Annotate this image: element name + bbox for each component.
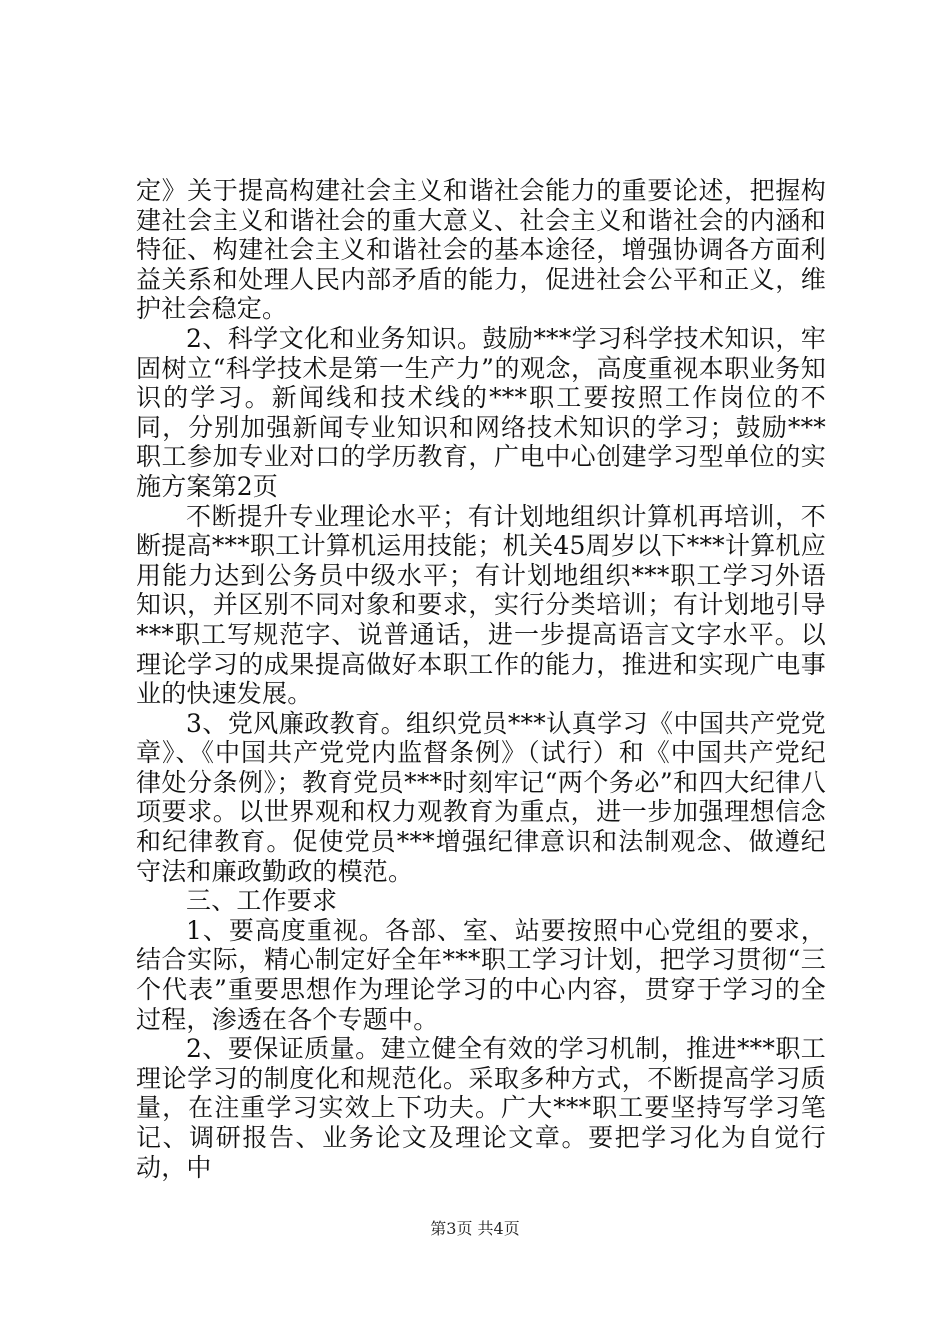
document-body: [136, 176, 826, 1182]
page-number-label: 第3页 共4页: [430, 1219, 520, 1238]
section-heading-work-requirements: 三、工作要求: [186, 886, 338, 916]
paragraph-high-attention: 1、要高度重视。各部、室、站要按照中心党组的要求，结合实际，精心制定好全年***职工学习计划，把学习贯彻“三个代表”重要思想作为理论学习的中心内容，贯穿于学习的全过程，渗透在各个专题中。: [136, 915, 826, 1034]
page-footer: [0, 1216, 950, 1239]
paragraph-intro-continuation: 定》关于提高构建社会主义和谐社会能力的重要论述，把握构建社会主义和谐社会的重大意义、社会主义和谐社会的内涵和特征、构建社会主义和谐社会的基本途径，增强协调各方面利益关系和处理人民内部矛盾的能力，促进社会公平和正义，维护社会稳定。: [136, 176, 826, 324]
paragraph-professional-theory: 不断提升专业理论水平；有计划地组织计算机再培训，不断提高***职工计算机运用技能；机关45周岁以下***计算机应用能力达到公务员中级水平；有计划地组织***职工学习外语知识，并区别不同对象和要求，实行分类培训；有计划地引导***职工写规范字、说普通话，进一步提高语言文字水平。以理论学习的成果提高做好本职工作的能力，推进和实现广电事业的快速发展。: [136, 501, 826, 709]
paragraph-party-discipline: 3、党风廉政教育。组织党员***认真学习《中国共产党党章》、《中国共产党党内监督条例》（试行）和《中国共产党纪律处分条例》；教育党员***时刻牢记“两个务必”和四大纪律八项要求。以世界观和权力观教育为重点，进一步加强理想信念和纪律教育。促使党员***增强纪律意识和法制观念、做遵纪守法和廉政勤政的模范。: [136, 708, 826, 886]
paragraph-ensure-quality: 2、要保证质量。建立健全有效的学习机制，推进***职工理论学习的制度化和规范化。采取多种方式，不断提高学习质量，在注重学习实效上下功夫。广大***职工要坚持写学习笔记、调研报告、业务论文及理论文章。要把学习化为自觉行动，中: [136, 1034, 826, 1182]
paragraph-science-culture: 2、科学文化和业务知识。鼓励***学习科学技术知识，牢固树立“科学技术是第一生产力”的观念，高度重视本职业务知识的学习。新闻线和技术线的***职工要按照工作岗位的不同，分别加强新闻专业知识和网络技术知识的学习；鼓励***职工参加专业对口的学历教育，广电中心创建学习型单位的实施方案第2页: [136, 323, 826, 501]
